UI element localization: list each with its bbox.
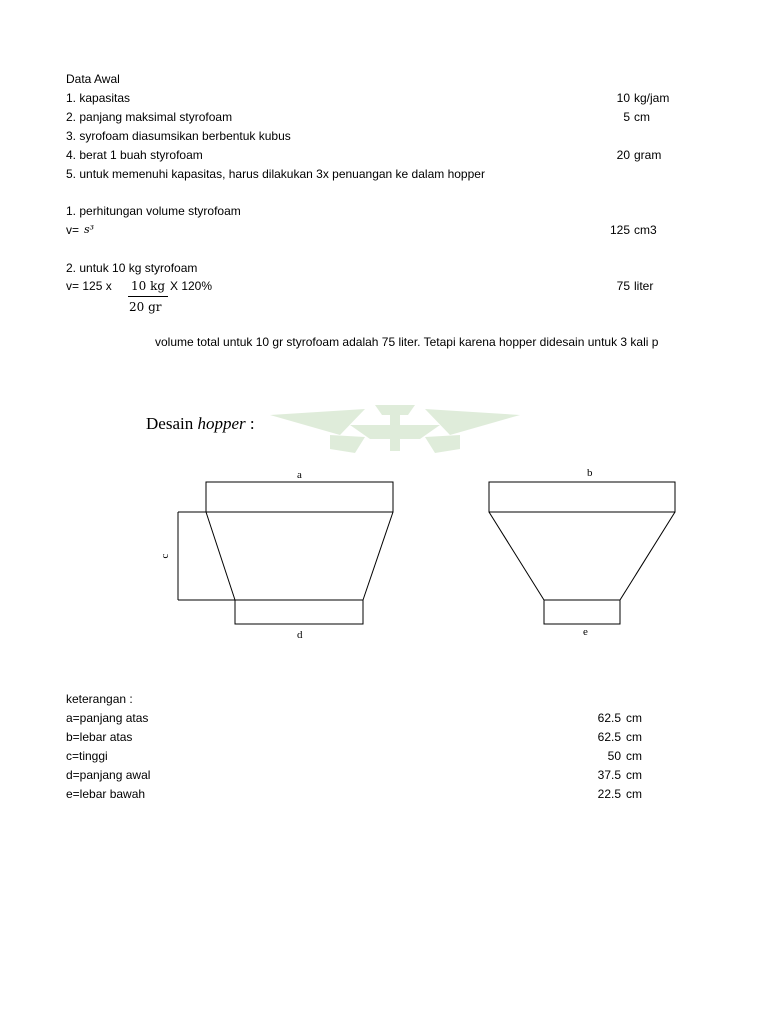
keterangan-e-value: 22.5 xyxy=(597,787,621,801)
hopper-side-view xyxy=(489,482,675,624)
keterangan-d-unit: cm xyxy=(626,768,642,782)
keterangan-b-label: b=lebar atas xyxy=(66,730,133,744)
label-e: e xyxy=(583,626,588,638)
untuk-10kg-value: 75 xyxy=(616,279,630,293)
keterangan-d-value: 37.5 xyxy=(597,768,621,782)
untuk-10kg-heading: 2. untuk 10 kg styrofoam xyxy=(66,261,198,275)
keterangan-a-unit: cm xyxy=(626,711,642,725)
data-awal-item-1-label: 1. kapasitas xyxy=(66,91,131,105)
desain-title-plain: Desain xyxy=(146,414,194,433)
keterangan-a-value: 62.5 xyxy=(597,711,621,725)
volume-note: volume total untuk 10 gr styrofoam adalah 75 liter. Tetapi karena hopper didesain untuk 3 kali p xyxy=(155,335,659,349)
data-awal-item-1-unit: kg/jam xyxy=(634,91,670,105)
keterangan-e-unit: cm xyxy=(626,787,642,801)
data-awal-item-1-value: 10 xyxy=(616,91,630,105)
data-awal-item-4-value: 20 xyxy=(616,148,630,162)
perhitungan-heading: 1. perhitungan volume styrofoam xyxy=(66,204,241,218)
label-b: b xyxy=(587,467,593,479)
keterangan-d-label: d=panjang awal xyxy=(66,768,151,782)
fraction-denominator: 20 gr xyxy=(129,300,162,314)
data-awal-item-5-label: 5. untuk memenuhi kapasitas, harus dilakukan 3x penuangan ke dalam hopper xyxy=(66,167,485,181)
hopper-side-bottom xyxy=(544,600,620,624)
perhitungan-unit: cm3 xyxy=(634,223,657,237)
keterangan-c-label: c=tinggi xyxy=(66,749,108,763)
perhitungan-formula-prefix: v= xyxy=(66,223,80,237)
keterangan-c-unit: cm xyxy=(626,749,642,763)
keterangan-a-label: a=panjang atas xyxy=(66,711,149,725)
hopper-side-left-wall xyxy=(489,512,544,600)
hopper-side-top-rim xyxy=(489,482,675,512)
keterangan-e-label: e=lebar bawah xyxy=(66,787,146,801)
data-awal-item-4-label: 4. berat 1 buah styrofoam xyxy=(66,148,203,162)
keterangan-heading: keterangan : xyxy=(66,692,133,706)
desain-title-suffix: : xyxy=(249,414,255,433)
data-awal-item-4-unit: gram xyxy=(634,148,662,162)
data-awal-item-2-value: 5 xyxy=(623,110,630,124)
hopper-front-left-wall xyxy=(206,512,235,600)
perhitungan-formula-math: s³ xyxy=(84,223,95,236)
keterangan-b-unit: cm xyxy=(626,730,642,744)
data-awal-item-3-label: 3. syrofoam diasumsikan berbentuk kubus xyxy=(66,129,291,143)
hopper-front-right-wall xyxy=(363,512,393,600)
untuk-10kg-unit: liter xyxy=(634,279,654,293)
hopper-front-top-rim xyxy=(206,482,393,512)
hopper-side-right-wall xyxy=(620,512,675,600)
hopper-front-view xyxy=(178,482,393,624)
untuk-10kg-multiplier: X 120% xyxy=(170,279,213,293)
data-awal-heading: Data Awal xyxy=(66,72,120,86)
label-a: a xyxy=(297,469,302,481)
keterangan-c-value: 50 xyxy=(607,749,621,763)
untuk-10kg-formula-prefix: v= 125 x xyxy=(66,279,112,293)
hopper-front-bottom xyxy=(235,600,363,624)
desain-title-italic: hopper xyxy=(197,414,246,433)
label-d: d xyxy=(297,629,303,641)
keterangan-b-value: 62.5 xyxy=(597,730,621,744)
data-awal-item-2-label: 2. panjang maksimal styrofoam xyxy=(66,110,233,124)
perhitungan-value: 125 xyxy=(609,223,630,237)
data-awal-item-2-unit: cm xyxy=(634,110,650,124)
fraction-numerator: 10 kg xyxy=(131,279,166,293)
label-c: c xyxy=(159,553,171,559)
